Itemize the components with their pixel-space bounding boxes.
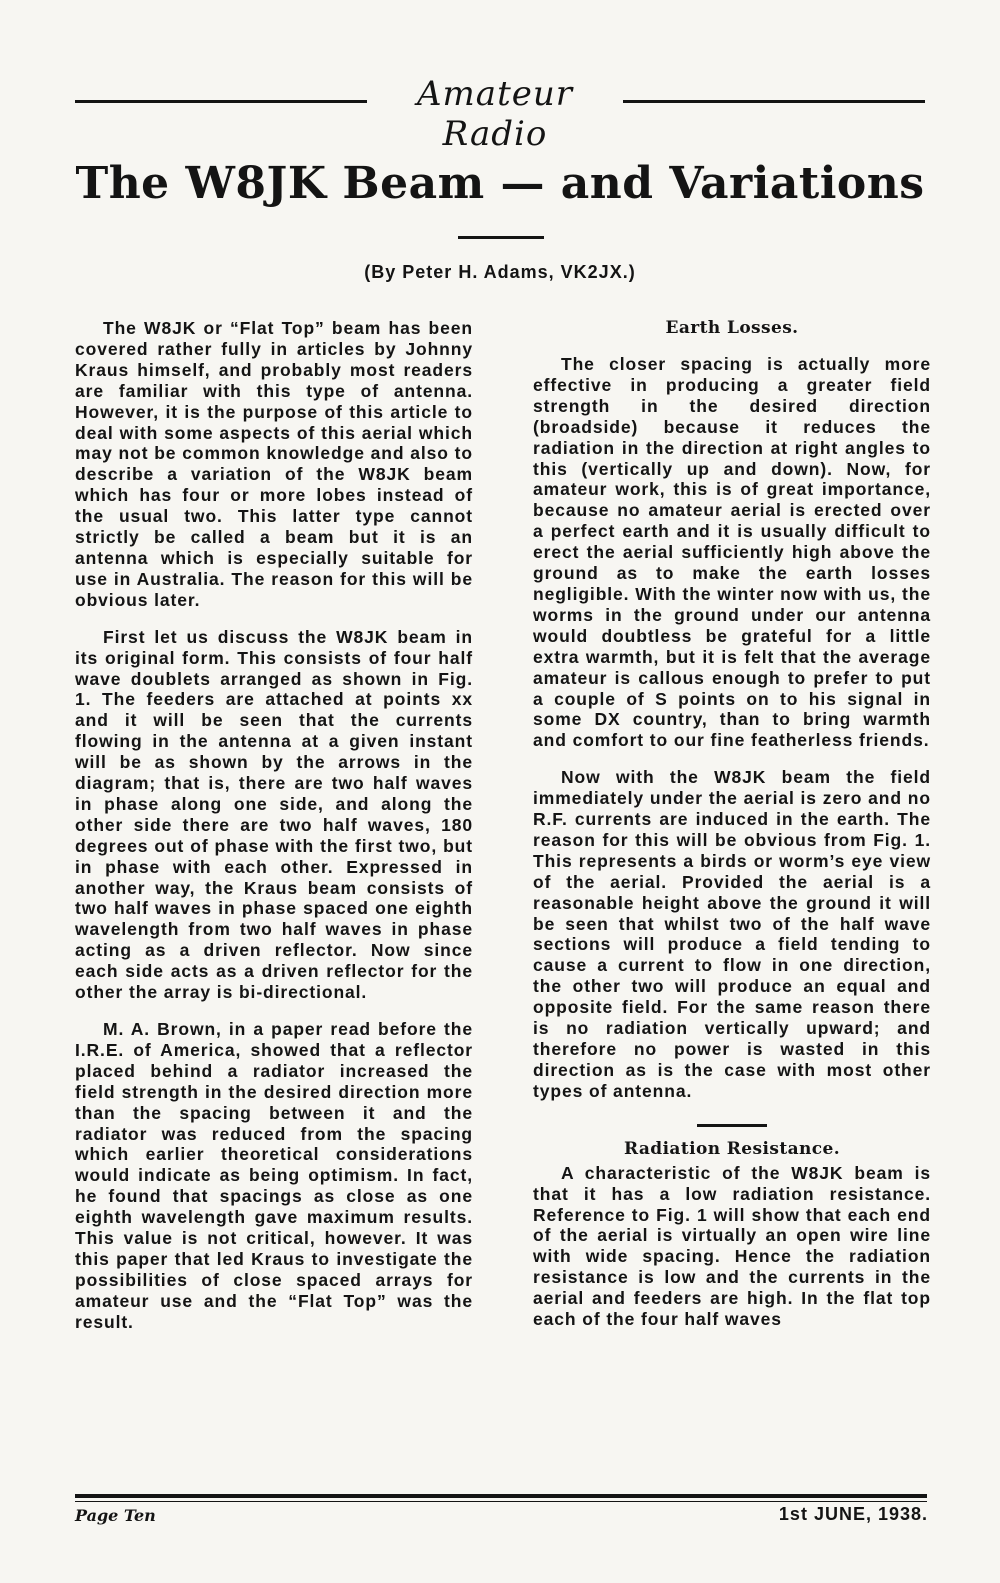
paragraph: The W8JK or “Flat Top” beam has been covered rather fully in articles by Johnny Kraus himself, and probably most readers are familiar with this type of antenna. However, it is the purpose of this article to deal with some aspects of this aerial which may not be common knowledge and also to describe a variation of the W8JK beam which has four or more lobes instead of the usual two. This latter type cannot strictly be called a beam but it is an antenna which is especially suitable for use in Australia. The reason for this will be obvious later. (75, 318, 473, 610)
section-heading-radiation-resistance: Radiation Resistance. (623, 1138, 841, 1159)
paragraph: The closer spacing is actually more effective in producing a greater field strength in the desired direction (broadside) because it reduces the radiation in the direction at right angles to this (vertically up and down). Now, for amateur work, this is of great importance, because no amateur aerial is erected over a perfect earth and it is usually difficult to erect the aerial sufficiently high above the ground as to make the earth losses negligible. With the winter now with us, the worms in the ground under our antenna would doubtless be grateful for a little extra warmth, but it is felt that the average amateur is callous enough to prefer to put a couple of S points on to his signal in some DX country, than to bring warmth and comfort to our fine featherless friends. (533, 354, 931, 751)
footer-rule-thick (75, 1494, 927, 1498)
left-column (75, 318, 473, 1333)
paragraph: M. A. Brown, in a paper read before the I.R.E. of America, showed that a reflector placed behind a radiator increased the field strength in the desired direction more than the spacing between it and the radiator was reduced from the spacing which earlier theoretical considerations would indicate as being optimism. In fact, he found that spacings as close as one eighth wavelength gave maximum results. This value is not critical, however. It was this paper that led Kraus to investigate the possibilities of close spaced arrays for amateur use and the “Flat Top” was the result. (75, 1019, 473, 1332)
section-heading-earth-losses: Earth Losses. (665, 318, 799, 338)
paragraph: First let us discuss the W8JK beam in its original form. This consists of four half wave doublets arranged as shown in Fig. 1. The feeders are attached at points xx and it will be seen that the currents flowing in the antenna at a given instant will be as shown by the arrows in the diagram; that is, there are two half waves in phase along one side, and along the other side there are two half waves, 180 degrees out of phase with the first two, but in phase with each other. Expressed in another way, the Kraus beam consists of two half waves in phase spaced one eighth wavelength from two half waves in phase acting as a driven reflector. Now since each side acts as a driven reflector for the other the array is bi-directional. (75, 626, 473, 1003)
issue-date: 1st JUNE, 1938. (778, 1504, 928, 1524)
page-number: Page Ten (75, 1506, 156, 1525)
article-byline: (By Peter H. Adams, VK2JX.) (364, 262, 636, 282)
section-divider (697, 1124, 767, 1127)
right-column (533, 318, 931, 1330)
paragraph: Now with the W8JK beam the field immediately under the aerial is zero and no R.F. currents are induced in the earth. The reason for this will be obvious from Fig. 1. This represents a birds or worm’s eye view of the aerial. Provided the aerial is a reasonable height above the ground it will be seen that whilst two of the half wave sections will produce a field tending to cause a current to flow in one direction, the other two will produce an equal and opposite field. For the same reason there is no radiation vertically upward; and therefore no power is wasted in this direction as is the case with most other types of antenna. (533, 767, 931, 1101)
paragraph: A characteristic of the W8JK beam is that it has a low radiation resistance. Reference to Fig. 1 will show that each end of the aerial is virtually an open wire line with wide spacing. Hence the radiation resistance is low and the currents in the aerial and feeders are high. In the flat top each of the four half waves (533, 1162, 931, 1330)
footer-rule-thin (75, 1501, 927, 1502)
title-divider (458, 236, 544, 239)
masthead (75, 72, 925, 154)
article-title: The W8JK Beam — and Variations (75, 158, 925, 209)
masthead-rule-left (75, 100, 367, 103)
masthead-rule-right (623, 100, 925, 103)
masthead-script-title: Amateur Radio (417, 74, 573, 154)
